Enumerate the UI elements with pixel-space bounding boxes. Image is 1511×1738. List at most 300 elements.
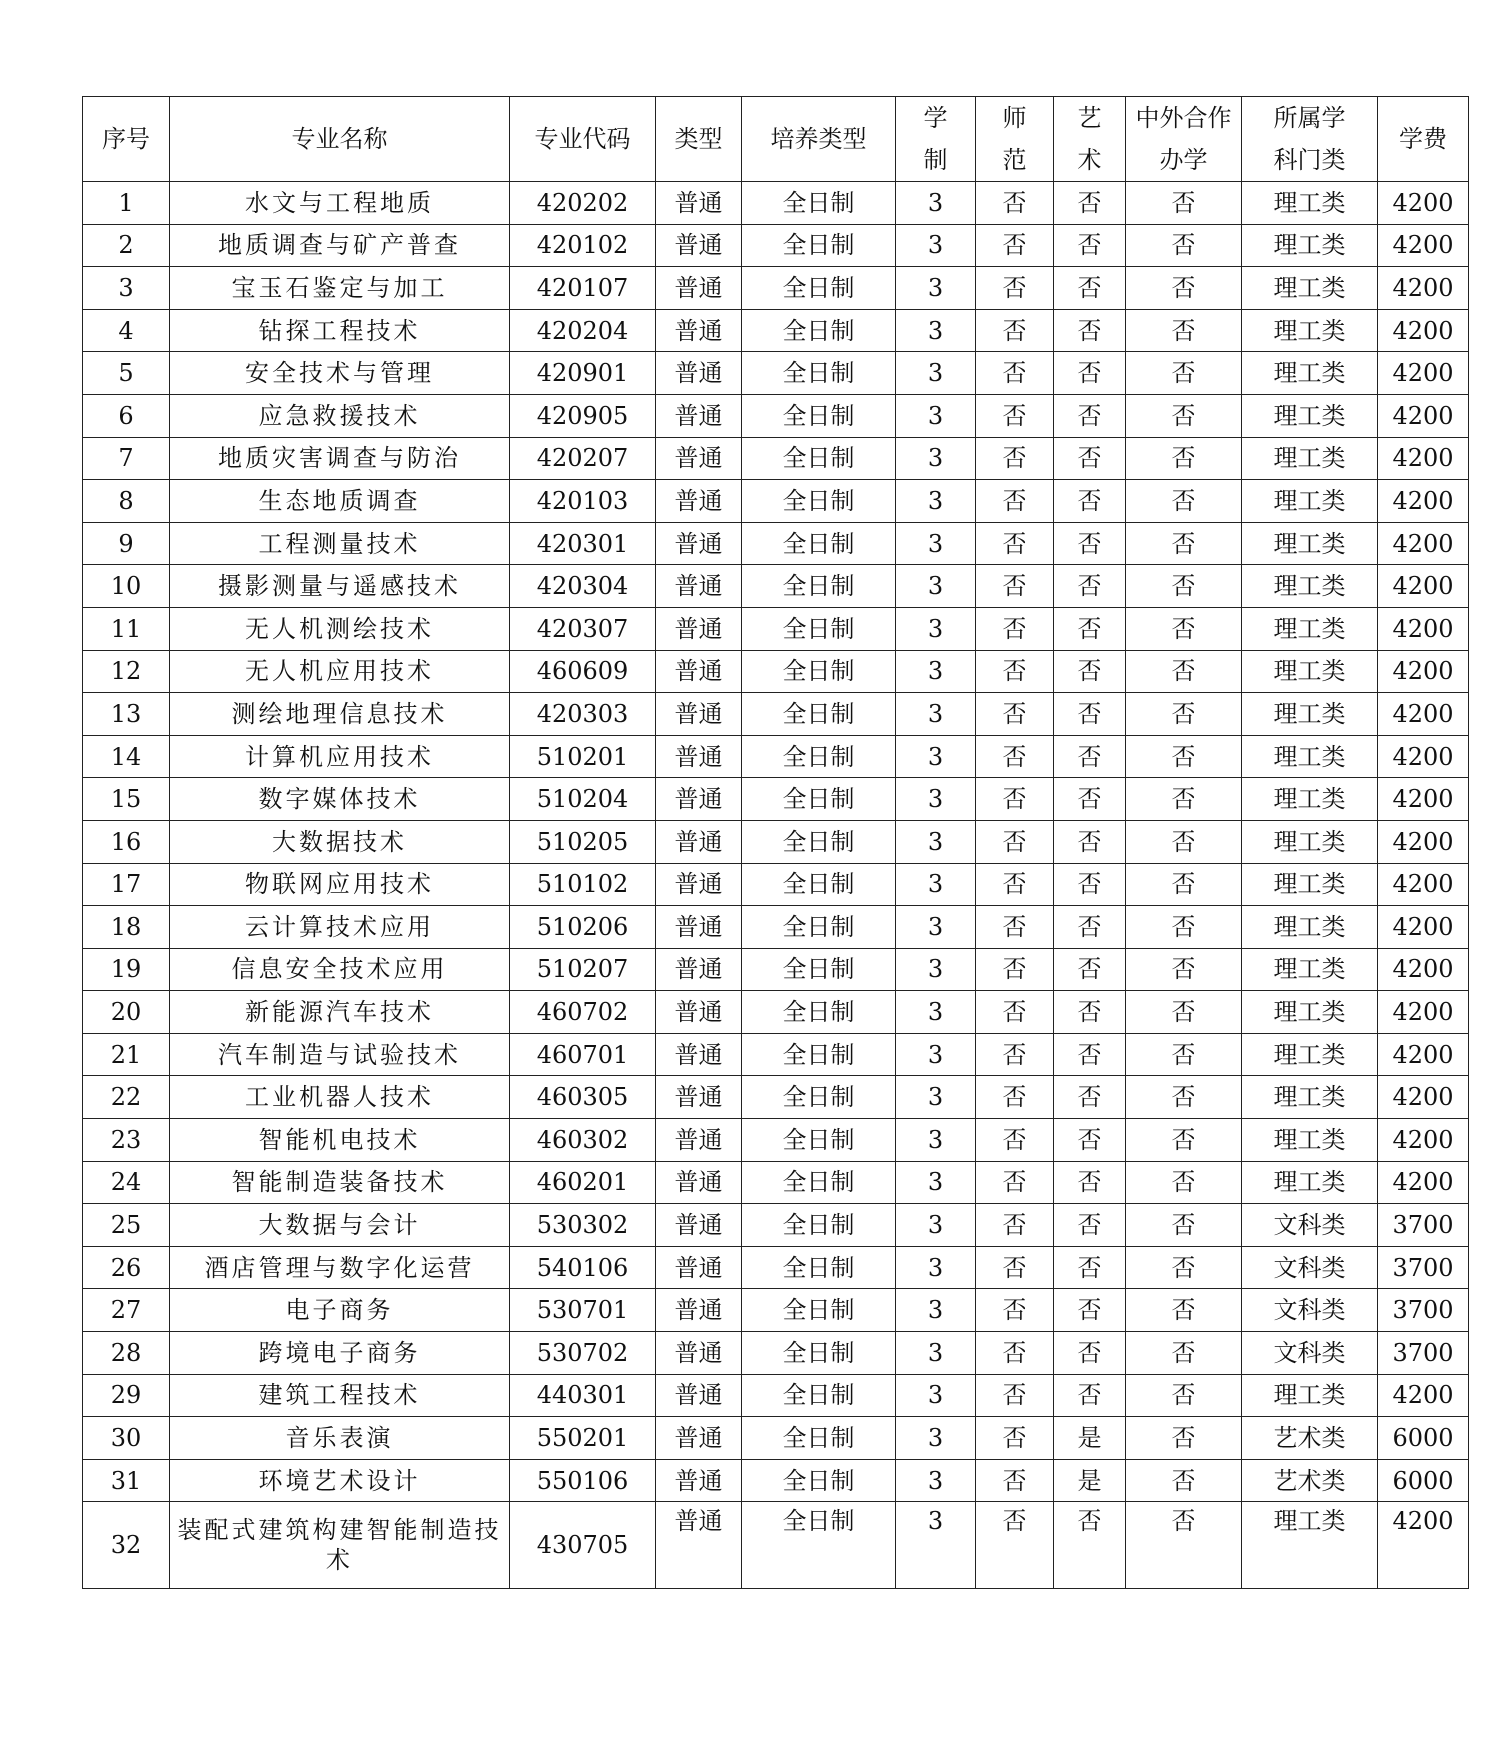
header-row bbox=[83, 97, 1469, 182]
cell-tuition: 4200 bbox=[1378, 267, 1469, 310]
cell-tuition: 4200 bbox=[1378, 437, 1469, 480]
cell-major-code: 460702 bbox=[510, 991, 656, 1034]
cell-type: 普通 bbox=[656, 182, 742, 225]
cell-tuition: 4200 bbox=[1378, 991, 1469, 1034]
cell-major-name: 环境艺术设计 bbox=[170, 1459, 510, 1502]
cell-arts: 否 bbox=[1054, 394, 1126, 437]
cell-type: 普通 bbox=[656, 991, 742, 1034]
cell-arts: 否 bbox=[1054, 650, 1126, 693]
cell-arts: 否 bbox=[1054, 522, 1126, 565]
cell-training-type: 全日制 bbox=[742, 1332, 896, 1375]
cell-discipline: 理工类 bbox=[1242, 778, 1378, 821]
cell-tuition: 4200 bbox=[1378, 1033, 1469, 1076]
cell-discipline: 文科类 bbox=[1242, 1204, 1378, 1247]
cell-duration: 3 bbox=[896, 394, 976, 437]
cell-type: 普通 bbox=[656, 1246, 742, 1289]
cell-sino-foreign: 否 bbox=[1126, 1332, 1242, 1375]
cell-seq: 15 bbox=[83, 778, 170, 821]
cell-sino-foreign: 否 bbox=[1126, 991, 1242, 1034]
cell-training-type: 全日制 bbox=[742, 267, 896, 310]
cell-major-name: 应急救援技术 bbox=[170, 394, 510, 437]
cell-type: 普通 bbox=[656, 1332, 742, 1375]
cell-discipline: 理工类 bbox=[1242, 1502, 1378, 1589]
cell-duration: 3 bbox=[896, 1033, 976, 1076]
cell-major-name: 建筑工程技术 bbox=[170, 1374, 510, 1417]
cell-discipline: 文科类 bbox=[1242, 1289, 1378, 1332]
header-normal-school: 师范 bbox=[976, 97, 1054, 182]
cell-major-code: 420307 bbox=[510, 607, 656, 650]
cell-normal-school: 否 bbox=[976, 394, 1054, 437]
cell-type: 普通 bbox=[656, 1289, 742, 1332]
cell-major-code: 510207 bbox=[510, 948, 656, 991]
table-row bbox=[83, 1246, 1469, 1289]
cell-arts: 否 bbox=[1054, 906, 1126, 949]
cell-major-name: 测绘地理信息技术 bbox=[170, 693, 510, 736]
cell-normal-school: 否 bbox=[976, 650, 1054, 693]
cell-seq: 17 bbox=[83, 863, 170, 906]
cell-type: 普通 bbox=[656, 650, 742, 693]
cell-normal-school: 否 bbox=[976, 778, 1054, 821]
cell-arts: 是 bbox=[1054, 1459, 1126, 1502]
cell-seq: 23 bbox=[83, 1119, 170, 1162]
cell-major-code: 510201 bbox=[510, 735, 656, 778]
cell-type: 普通 bbox=[656, 1374, 742, 1417]
cell-seq: 28 bbox=[83, 1332, 170, 1375]
cell-tuition: 4200 bbox=[1378, 820, 1469, 863]
cell-arts: 否 bbox=[1054, 224, 1126, 267]
cell-arts: 否 bbox=[1054, 309, 1126, 352]
table-row bbox=[83, 437, 1469, 480]
table-row bbox=[83, 991, 1469, 1034]
cell-type: 普通 bbox=[656, 1459, 742, 1502]
cell-normal-school: 否 bbox=[976, 863, 1054, 906]
cell-arts: 否 bbox=[1054, 480, 1126, 523]
cell-tuition: 4200 bbox=[1378, 693, 1469, 736]
cell-seq: 27 bbox=[83, 1289, 170, 1332]
cell-major-code: 530701 bbox=[510, 1289, 656, 1332]
cell-major-code: 530702 bbox=[510, 1332, 656, 1375]
cell-training-type: 全日制 bbox=[742, 1161, 896, 1204]
cell-type: 普通 bbox=[656, 1417, 742, 1460]
cell-major-code: 420204 bbox=[510, 309, 656, 352]
cell-sino-foreign: 否 bbox=[1126, 693, 1242, 736]
cell-discipline: 理工类 bbox=[1242, 1161, 1378, 1204]
cell-duration: 3 bbox=[896, 1161, 976, 1204]
cell-discipline: 理工类 bbox=[1242, 607, 1378, 650]
cell-arts: 否 bbox=[1054, 267, 1126, 310]
cell-major-name: 工程测量技术 bbox=[170, 522, 510, 565]
cell-duration: 3 bbox=[896, 607, 976, 650]
cell-training-type: 全日制 bbox=[742, 522, 896, 565]
cell-normal-school: 否 bbox=[976, 1502, 1054, 1589]
cell-type: 普通 bbox=[656, 437, 742, 480]
cell-normal-school: 否 bbox=[976, 1076, 1054, 1119]
cell-type: 普通 bbox=[656, 820, 742, 863]
cell-major-code: 530302 bbox=[510, 1204, 656, 1247]
cell-normal-school: 否 bbox=[976, 1417, 1054, 1460]
cell-normal-school: 否 bbox=[976, 1033, 1054, 1076]
cell-duration: 3 bbox=[896, 267, 976, 310]
cell-normal-school: 否 bbox=[976, 522, 1054, 565]
cell-sino-foreign: 否 bbox=[1126, 480, 1242, 523]
cell-discipline: 理工类 bbox=[1242, 480, 1378, 523]
cell-tuition: 4200 bbox=[1378, 1076, 1469, 1119]
header-major-code: 专业代码 bbox=[510, 97, 656, 182]
cell-major-code: 420102 bbox=[510, 224, 656, 267]
cell-duration: 3 bbox=[896, 1502, 976, 1589]
cell-training-type: 全日制 bbox=[742, 1374, 896, 1417]
cell-major-code: 510102 bbox=[510, 863, 656, 906]
cell-discipline: 理工类 bbox=[1242, 522, 1378, 565]
cell-sino-foreign: 否 bbox=[1126, 182, 1242, 225]
cell-seq: 26 bbox=[83, 1246, 170, 1289]
cell-major-name: 水文与工程地质 bbox=[170, 182, 510, 225]
header-seq: 序号 bbox=[83, 97, 170, 182]
cell-tuition: 4200 bbox=[1378, 394, 1469, 437]
cell-tuition: 4200 bbox=[1378, 906, 1469, 949]
cell-major-name: 音乐表演 bbox=[170, 1417, 510, 1460]
cell-type: 普通 bbox=[656, 309, 742, 352]
cell-major-code: 430705 bbox=[510, 1502, 656, 1589]
cell-discipline: 理工类 bbox=[1242, 1374, 1378, 1417]
cell-type: 普通 bbox=[656, 1119, 742, 1162]
cell-major-name: 工业机器人技术 bbox=[170, 1076, 510, 1119]
cell-major-name: 云计算技术应用 bbox=[170, 906, 510, 949]
cell-training-type: 全日制 bbox=[742, 1033, 896, 1076]
table-body bbox=[83, 182, 1469, 1589]
cell-major-name: 安全技术与管理 bbox=[170, 352, 510, 395]
cell-training-type: 全日制 bbox=[742, 352, 896, 395]
cell-sino-foreign: 否 bbox=[1126, 1246, 1242, 1289]
cell-seq: 30 bbox=[83, 1417, 170, 1460]
cell-tuition: 3700 bbox=[1378, 1332, 1469, 1375]
cell-type: 普通 bbox=[656, 607, 742, 650]
cell-major-name: 大数据技术 bbox=[170, 820, 510, 863]
cell-major-name: 跨境电子商务 bbox=[170, 1332, 510, 1375]
cell-normal-school: 否 bbox=[976, 693, 1054, 736]
cell-arts: 否 bbox=[1054, 1204, 1126, 1247]
cell-tuition: 3700 bbox=[1378, 1204, 1469, 1247]
cell-training-type: 全日制 bbox=[742, 480, 896, 523]
cell-major-code: 420202 bbox=[510, 182, 656, 225]
cell-normal-school: 否 bbox=[976, 224, 1054, 267]
cell-seq: 16 bbox=[83, 820, 170, 863]
cell-arts: 否 bbox=[1054, 1076, 1126, 1119]
cell-tuition: 4200 bbox=[1378, 948, 1469, 991]
cell-normal-school: 否 bbox=[976, 309, 1054, 352]
cell-discipline: 理工类 bbox=[1242, 906, 1378, 949]
cell-duration: 3 bbox=[896, 863, 976, 906]
cell-discipline: 理工类 bbox=[1242, 991, 1378, 1034]
cell-normal-school: 否 bbox=[976, 1459, 1054, 1502]
table-row bbox=[83, 480, 1469, 523]
table-row bbox=[83, 820, 1469, 863]
cell-major-code: 420107 bbox=[510, 267, 656, 310]
cell-seq: 25 bbox=[83, 1204, 170, 1247]
header-training-type: 培养类型 bbox=[742, 97, 896, 182]
cell-normal-school: 否 bbox=[976, 480, 1054, 523]
cell-training-type: 全日制 bbox=[742, 182, 896, 225]
cell-major-name: 地质灾害调查与防治 bbox=[170, 437, 510, 480]
cell-seq: 20 bbox=[83, 991, 170, 1034]
cell-seq: 19 bbox=[83, 948, 170, 991]
cell-duration: 3 bbox=[896, 182, 976, 225]
cell-seq: 3 bbox=[83, 267, 170, 310]
cell-tuition: 6000 bbox=[1378, 1417, 1469, 1460]
cell-normal-school: 否 bbox=[976, 182, 1054, 225]
cell-normal-school: 否 bbox=[976, 437, 1054, 480]
cell-duration: 3 bbox=[896, 735, 976, 778]
cell-discipline: 艺术类 bbox=[1242, 1417, 1378, 1460]
cell-arts: 否 bbox=[1054, 607, 1126, 650]
cell-major-code: 420301 bbox=[510, 522, 656, 565]
cell-normal-school: 否 bbox=[976, 1204, 1054, 1247]
cell-major-code: 550106 bbox=[510, 1459, 656, 1502]
cell-type: 普通 bbox=[656, 1502, 742, 1589]
cell-seq: 13 bbox=[83, 693, 170, 736]
majors-table bbox=[82, 96, 1469, 1589]
cell-arts: 否 bbox=[1054, 1332, 1126, 1375]
cell-major-name: 无人机测绘技术 bbox=[170, 607, 510, 650]
cell-major-name: 生态地质调查 bbox=[170, 480, 510, 523]
cell-seq: 29 bbox=[83, 1374, 170, 1417]
cell-major-code: 420304 bbox=[510, 565, 656, 608]
cell-major-name: 智能制造装备技术 bbox=[170, 1161, 510, 1204]
cell-sino-foreign: 否 bbox=[1126, 778, 1242, 821]
cell-normal-school: 否 bbox=[976, 565, 1054, 608]
cell-type: 普通 bbox=[656, 267, 742, 310]
cell-arts: 否 bbox=[1054, 1502, 1126, 1589]
cell-arts: 否 bbox=[1054, 437, 1126, 480]
cell-training-type: 全日制 bbox=[742, 224, 896, 267]
cell-training-type: 全日制 bbox=[742, 1204, 896, 1247]
cell-discipline: 理工类 bbox=[1242, 650, 1378, 693]
table-row bbox=[83, 1332, 1469, 1375]
cell-sino-foreign: 否 bbox=[1126, 906, 1242, 949]
cell-normal-school: 否 bbox=[976, 948, 1054, 991]
cell-major-code: 510204 bbox=[510, 778, 656, 821]
table-row bbox=[83, 352, 1469, 395]
cell-type: 普通 bbox=[656, 1033, 742, 1076]
table-row bbox=[83, 1033, 1469, 1076]
cell-training-type: 全日制 bbox=[742, 693, 896, 736]
cell-arts: 是 bbox=[1054, 1417, 1126, 1460]
cell-arts: 否 bbox=[1054, 1161, 1126, 1204]
cell-sino-foreign: 否 bbox=[1126, 820, 1242, 863]
table-row bbox=[83, 1417, 1469, 1460]
cell-arts: 否 bbox=[1054, 1033, 1126, 1076]
cell-duration: 3 bbox=[896, 1417, 976, 1460]
cell-seq: 31 bbox=[83, 1459, 170, 1502]
cell-discipline: 理工类 bbox=[1242, 863, 1378, 906]
cell-tuition: 4200 bbox=[1378, 650, 1469, 693]
cell-major-code: 460201 bbox=[510, 1161, 656, 1204]
cell-discipline: 理工类 bbox=[1242, 1076, 1378, 1119]
cell-major-code: 420303 bbox=[510, 693, 656, 736]
cell-tuition: 4200 bbox=[1378, 565, 1469, 608]
cell-major-name: 无人机应用技术 bbox=[170, 650, 510, 693]
cell-major-name: 新能源汽车技术 bbox=[170, 991, 510, 1034]
cell-tuition: 6000 bbox=[1378, 1459, 1469, 1502]
cell-arts: 否 bbox=[1054, 778, 1126, 821]
cell-discipline: 理工类 bbox=[1242, 735, 1378, 778]
table-row bbox=[83, 650, 1469, 693]
cell-duration: 3 bbox=[896, 1119, 976, 1162]
cell-major-name: 大数据与会计 bbox=[170, 1204, 510, 1247]
cell-major-name: 酒店管理与数字化运营 bbox=[170, 1246, 510, 1289]
cell-duration: 3 bbox=[896, 522, 976, 565]
cell-tuition: 4200 bbox=[1378, 522, 1469, 565]
cell-arts: 否 bbox=[1054, 948, 1126, 991]
table-row bbox=[83, 1459, 1469, 1502]
table-row bbox=[83, 565, 1469, 608]
cell-discipline: 理工类 bbox=[1242, 948, 1378, 991]
cell-duration: 3 bbox=[896, 480, 976, 523]
cell-training-type: 全日制 bbox=[742, 607, 896, 650]
cell-type: 普通 bbox=[656, 735, 742, 778]
cell-normal-school: 否 bbox=[976, 820, 1054, 863]
cell-sino-foreign: 否 bbox=[1126, 267, 1242, 310]
table-row bbox=[83, 267, 1469, 310]
cell-seq: 8 bbox=[83, 480, 170, 523]
cell-major-code: 420207 bbox=[510, 437, 656, 480]
cell-normal-school: 否 bbox=[976, 735, 1054, 778]
cell-major-name: 电子商务 bbox=[170, 1289, 510, 1332]
cell-sino-foreign: 否 bbox=[1126, 1204, 1242, 1247]
table-row bbox=[83, 863, 1469, 906]
cell-tuition: 4200 bbox=[1378, 1502, 1469, 1589]
cell-tuition: 4200 bbox=[1378, 863, 1469, 906]
cell-type: 普通 bbox=[656, 565, 742, 608]
cell-sino-foreign: 否 bbox=[1126, 1417, 1242, 1460]
cell-duration: 3 bbox=[896, 1332, 976, 1375]
cell-sino-foreign: 否 bbox=[1126, 1119, 1242, 1162]
cell-seq: 21 bbox=[83, 1033, 170, 1076]
cell-type: 普通 bbox=[656, 906, 742, 949]
cell-major-code: 460302 bbox=[510, 1119, 656, 1162]
cell-arts: 否 bbox=[1054, 1289, 1126, 1332]
cell-tuition: 3700 bbox=[1378, 1289, 1469, 1332]
header-sino-foreign: 中外合作办学 bbox=[1126, 97, 1242, 182]
table-row bbox=[83, 906, 1469, 949]
header-major-name: 专业名称 bbox=[170, 97, 510, 182]
cell-discipline: 理工类 bbox=[1242, 352, 1378, 395]
cell-sino-foreign: 否 bbox=[1126, 437, 1242, 480]
cell-tuition: 4200 bbox=[1378, 352, 1469, 395]
table-row bbox=[83, 1289, 1469, 1332]
cell-training-type: 全日制 bbox=[742, 309, 896, 352]
cell-discipline: 理工类 bbox=[1242, 820, 1378, 863]
cell-seq: 10 bbox=[83, 565, 170, 608]
cell-major-name: 汽车制造与试验技术 bbox=[170, 1033, 510, 1076]
cell-tuition: 4200 bbox=[1378, 1374, 1469, 1417]
cell-arts: 否 bbox=[1054, 735, 1126, 778]
cell-sino-foreign: 否 bbox=[1126, 394, 1242, 437]
cell-arts: 否 bbox=[1054, 1374, 1126, 1417]
cell-discipline: 文科类 bbox=[1242, 1246, 1378, 1289]
cell-tuition: 4200 bbox=[1378, 224, 1469, 267]
cell-seq: 24 bbox=[83, 1161, 170, 1204]
cell-type: 普通 bbox=[656, 863, 742, 906]
cell-training-type: 全日制 bbox=[742, 1289, 896, 1332]
cell-training-type: 全日制 bbox=[742, 948, 896, 991]
cell-major-name: 地质调查与矿产普查 bbox=[170, 224, 510, 267]
cell-seq: 32 bbox=[83, 1502, 170, 1589]
cell-sino-foreign: 否 bbox=[1126, 1459, 1242, 1502]
cell-normal-school: 否 bbox=[976, 991, 1054, 1034]
cell-training-type: 全日制 bbox=[742, 1246, 896, 1289]
cell-duration: 3 bbox=[896, 1374, 976, 1417]
cell-sino-foreign: 否 bbox=[1126, 224, 1242, 267]
cell-arts: 否 bbox=[1054, 693, 1126, 736]
table-row bbox=[83, 182, 1469, 225]
cell-discipline: 理工类 bbox=[1242, 267, 1378, 310]
cell-major-code: 460305 bbox=[510, 1076, 656, 1119]
cell-training-type: 全日制 bbox=[742, 991, 896, 1034]
cell-discipline: 理工类 bbox=[1242, 437, 1378, 480]
cell-sino-foreign: 否 bbox=[1126, 565, 1242, 608]
cell-major-name: 钻探工程技术 bbox=[170, 309, 510, 352]
table-row bbox=[83, 224, 1469, 267]
cell-arts: 否 bbox=[1054, 1246, 1126, 1289]
table-row bbox=[83, 522, 1469, 565]
cell-duration: 3 bbox=[896, 650, 976, 693]
cell-arts: 否 bbox=[1054, 991, 1126, 1034]
cell-normal-school: 否 bbox=[976, 1161, 1054, 1204]
table-row bbox=[83, 1374, 1469, 1417]
cell-sino-foreign: 否 bbox=[1126, 522, 1242, 565]
cell-type: 普通 bbox=[656, 948, 742, 991]
cell-seq: 11 bbox=[83, 607, 170, 650]
cell-major-code: 510205 bbox=[510, 820, 656, 863]
document-page bbox=[82, 96, 1469, 1589]
cell-training-type: 全日制 bbox=[742, 863, 896, 906]
cell-type: 普通 bbox=[656, 224, 742, 267]
cell-type: 普通 bbox=[656, 352, 742, 395]
cell-major-name: 宝玉石鉴定与加工 bbox=[170, 267, 510, 310]
cell-normal-school: 否 bbox=[976, 1289, 1054, 1332]
cell-sino-foreign: 否 bbox=[1126, 948, 1242, 991]
cell-normal-school: 否 bbox=[976, 1246, 1054, 1289]
cell-type: 普通 bbox=[656, 522, 742, 565]
cell-training-type: 全日制 bbox=[742, 1119, 896, 1162]
table-row bbox=[83, 1076, 1469, 1119]
cell-discipline: 艺术类 bbox=[1242, 1459, 1378, 1502]
cell-training-type: 全日制 bbox=[742, 906, 896, 949]
cell-duration: 3 bbox=[896, 309, 976, 352]
cell-major-name: 装配式建筑构建智能制造技术 bbox=[170, 1502, 510, 1589]
cell-seq: 2 bbox=[83, 224, 170, 267]
cell-normal-school: 否 bbox=[976, 906, 1054, 949]
cell-sino-foreign: 否 bbox=[1126, 1076, 1242, 1119]
cell-major-code: 550201 bbox=[510, 1417, 656, 1460]
cell-seq: 14 bbox=[83, 735, 170, 778]
table-row bbox=[83, 778, 1469, 821]
cell-sino-foreign: 否 bbox=[1126, 1502, 1242, 1589]
cell-sino-foreign: 否 bbox=[1126, 1289, 1242, 1332]
cell-major-code: 420103 bbox=[510, 480, 656, 523]
cell-sino-foreign: 否 bbox=[1126, 1374, 1242, 1417]
table-row bbox=[83, 309, 1469, 352]
cell-sino-foreign: 否 bbox=[1126, 607, 1242, 650]
cell-training-type: 全日制 bbox=[742, 1502, 896, 1589]
cell-discipline: 理工类 bbox=[1242, 182, 1378, 225]
cell-duration: 3 bbox=[896, 1459, 976, 1502]
cell-duration: 3 bbox=[896, 565, 976, 608]
cell-training-type: 全日制 bbox=[742, 735, 896, 778]
cell-sino-foreign: 否 bbox=[1126, 1033, 1242, 1076]
cell-normal-school: 否 bbox=[976, 1374, 1054, 1417]
